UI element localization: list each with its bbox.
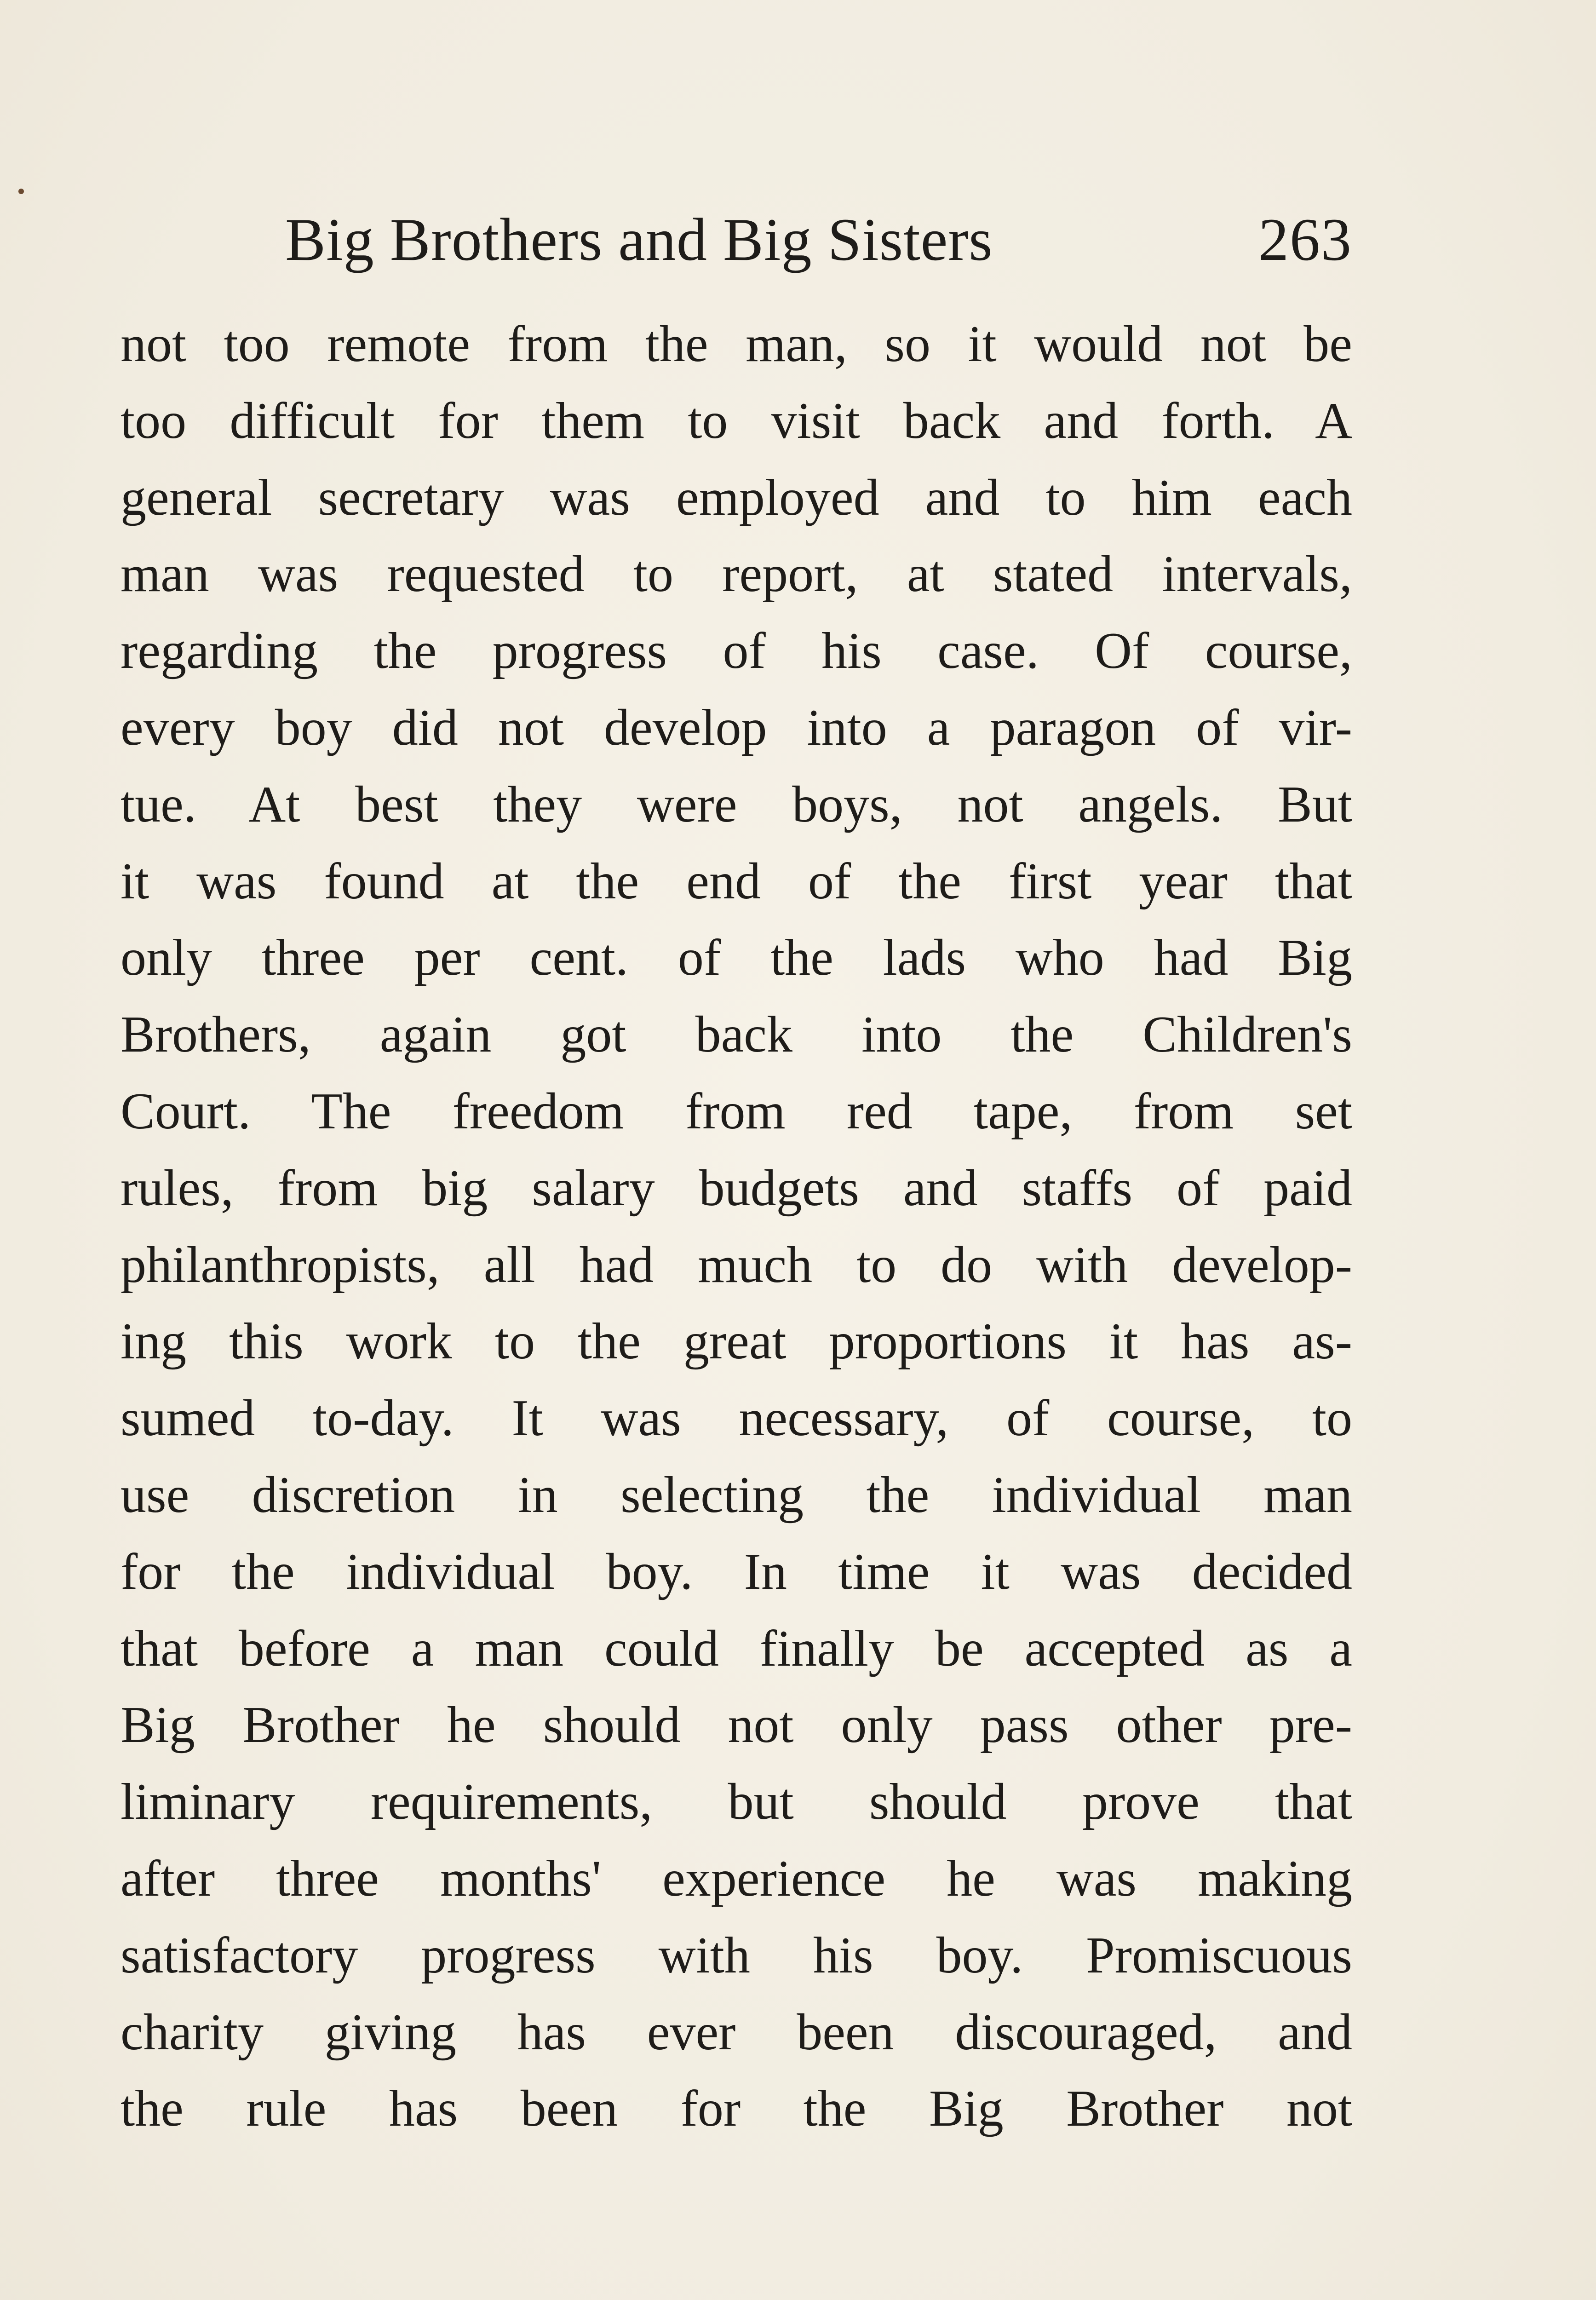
page-number: 263 (1258, 205, 1352, 273)
text-line: Brothers, again got back into the Children's (121, 1006, 1352, 1064)
text-line: Court. The freedom from red tape, from set (121, 1082, 1352, 1140)
text-line: for the individual boy. In time it was decided (121, 1543, 1352, 1600)
text-line: regarding the progress of his case. Of course, (121, 622, 1352, 680)
text-line: man was requested to report, at stated intervals, (121, 546, 1352, 603)
text-line: every boy did not develop into a paragon of vir- (121, 699, 1352, 756)
body-text (121, 306, 1352, 2147)
text-line: ing this work to the great proportions it has as- (121, 1313, 1352, 1370)
text-line: Big Brother he should not only pass other pre- (121, 1696, 1352, 1754)
text-line: that before a man could finally be accepted as a (121, 1620, 1352, 1677)
text-line: only three per cent. of the lads who had Big (121, 929, 1352, 987)
paper-speck (18, 189, 24, 194)
text-line: use discretion in selecting the individual man (121, 1466, 1352, 1524)
text-line: tue. At best they were boys, not angels. But (121, 776, 1352, 833)
text-line: not too remote from the man, so it would not be (121, 316, 1352, 373)
text-line: it was found at the end of the first year that (121, 852, 1352, 910)
text-line: general secretary was employed and to him each (121, 469, 1352, 526)
text-line: sumed to-day. It was necessary, of course, to (121, 1390, 1352, 1447)
text-line: satisfactory progress with his boy. Promiscuous (121, 1926, 1352, 1984)
running-title: Big Brothers and Big Sisters (285, 205, 993, 273)
text-line: charity giving has ever been discouraged, and (121, 2003, 1352, 2061)
text-line: liminary requirements, but should prove that (121, 1773, 1352, 1831)
text-line: the rule has been for the Big Brother not (121, 2080, 1352, 2138)
text-line: philanthropists, all had much to do with develop- (121, 1236, 1352, 1294)
running-head (285, 193, 1352, 285)
text-line: after three months' experience he was making (121, 1850, 1352, 1907)
text-line: too difficult for them to visit back and forth. A (121, 392, 1352, 449)
text-line: rules, from big salary budgets and staffs of paid (121, 1159, 1352, 1217)
